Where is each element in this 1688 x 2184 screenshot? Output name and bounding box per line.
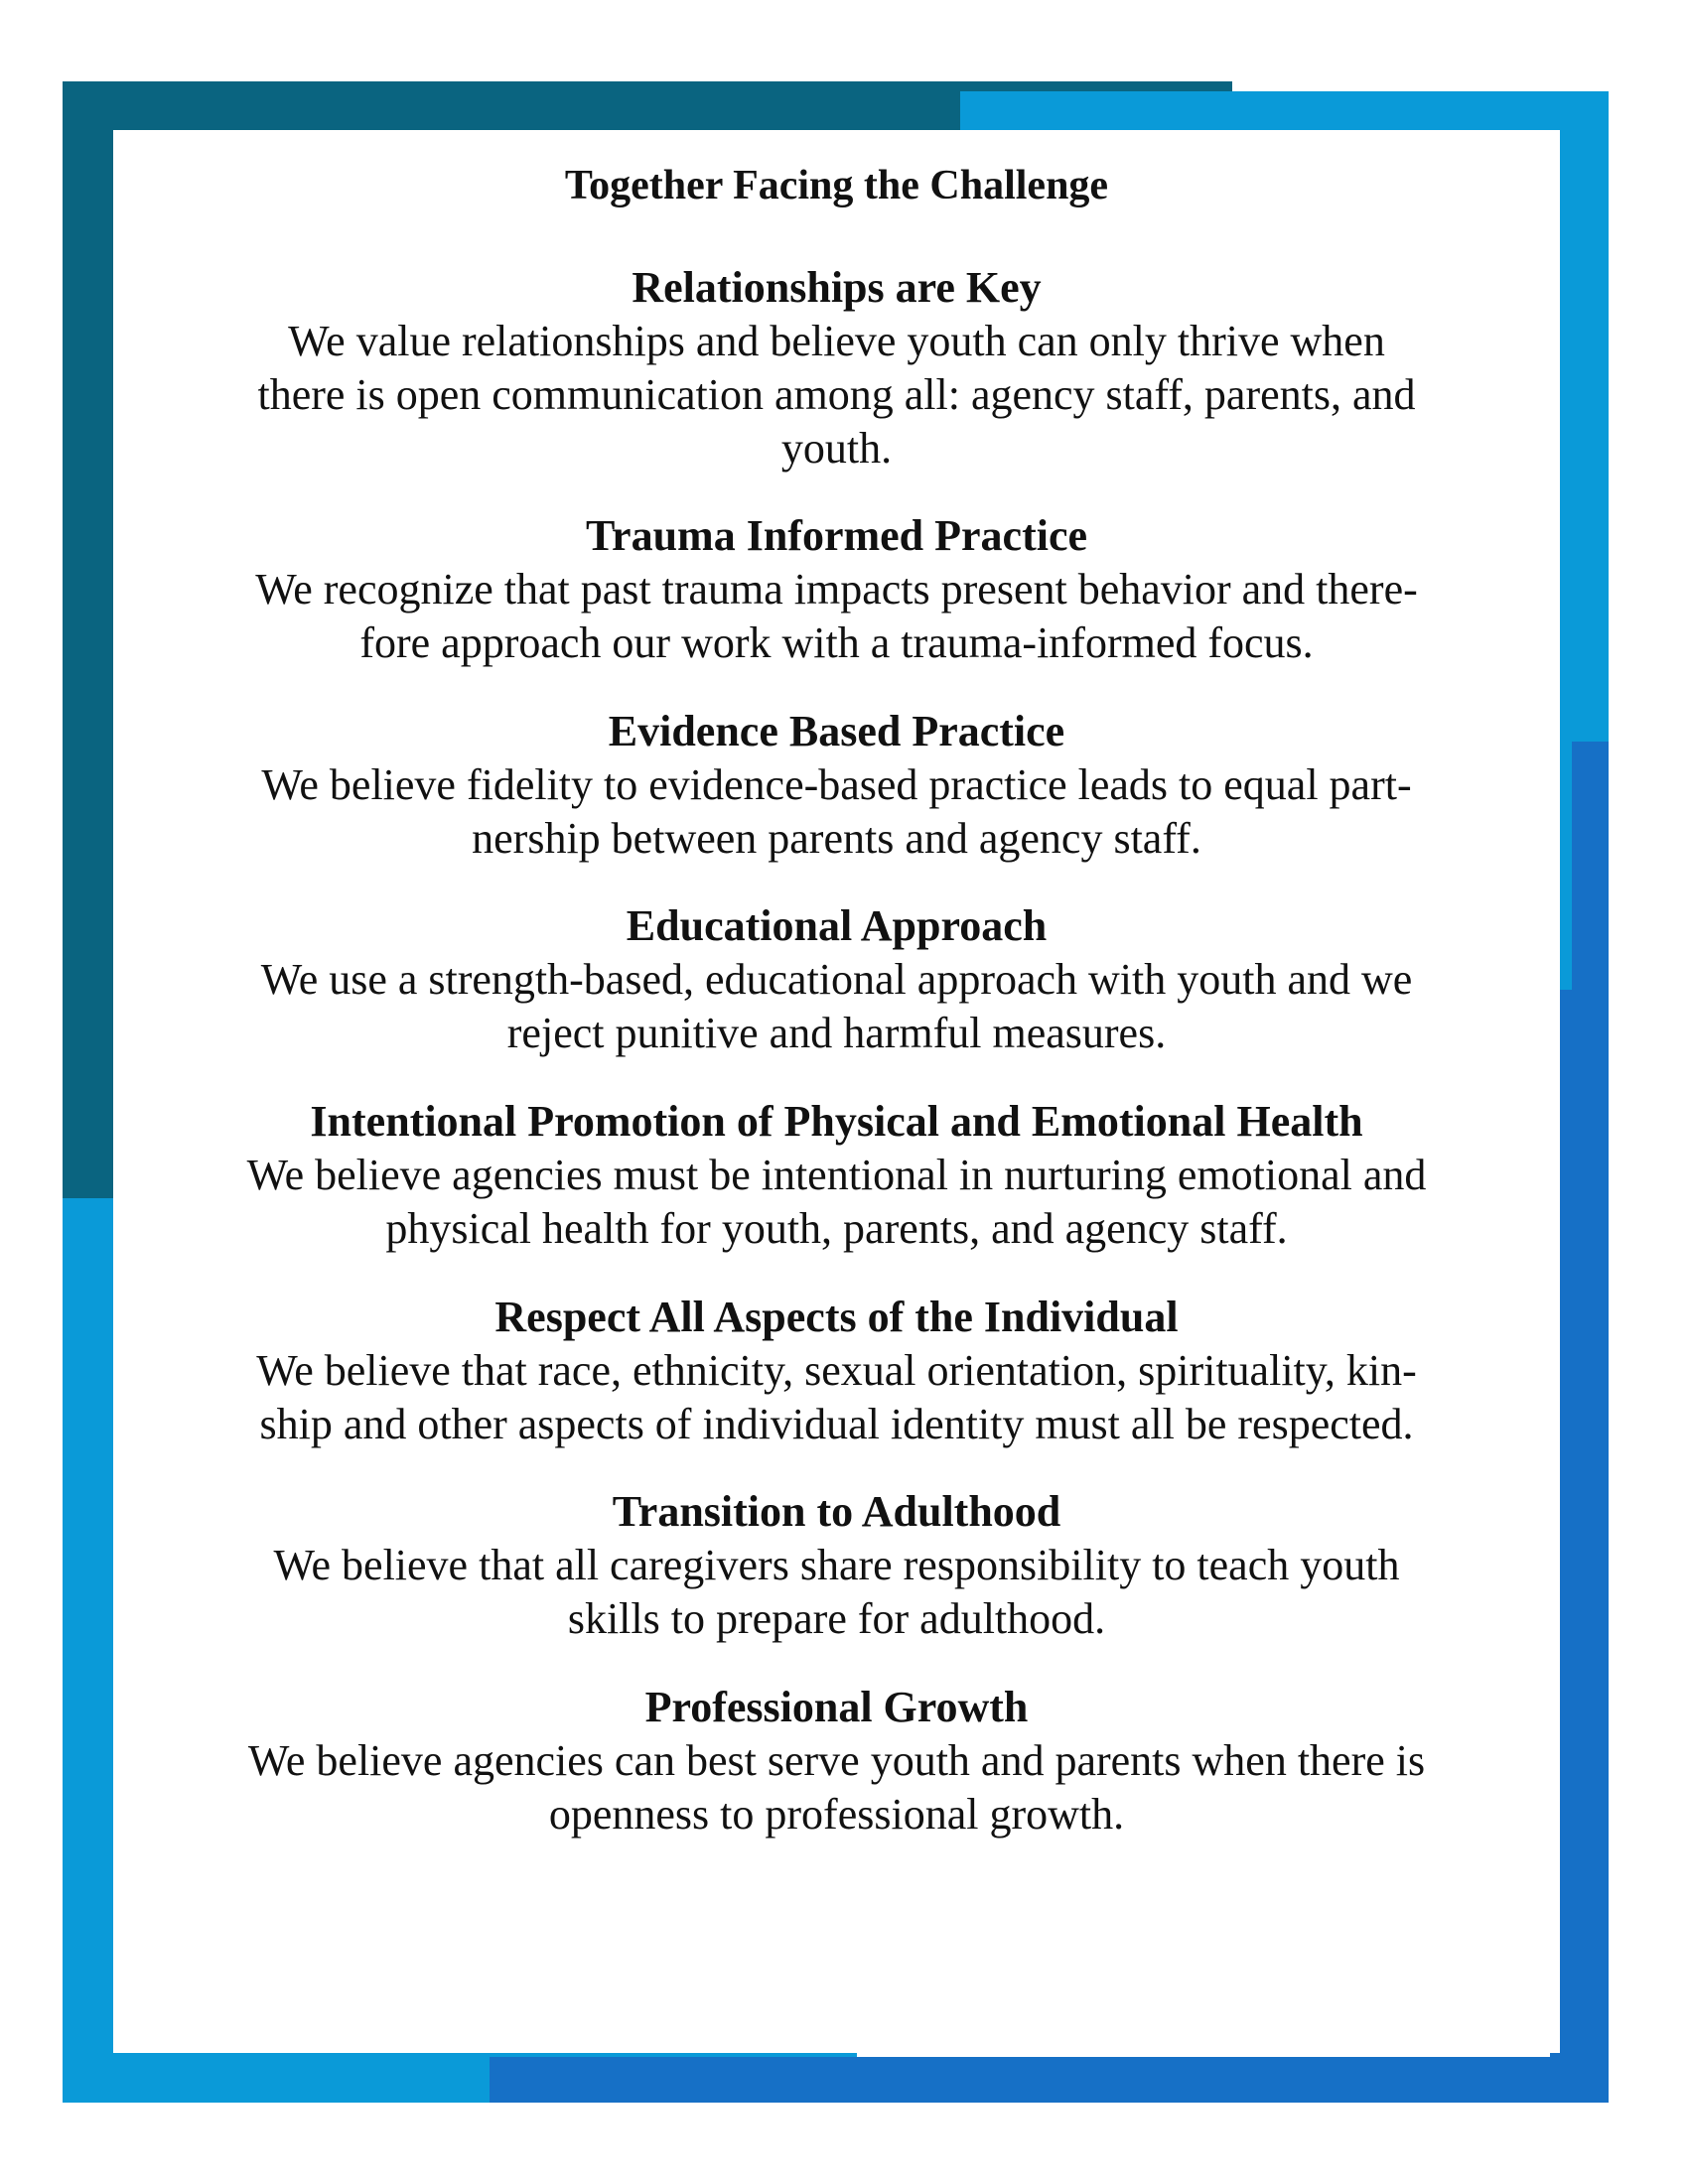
section-text-line: physical health for youth, parents, and agency staff. xyxy=(385,1204,1288,1253)
section-evidence-based xyxy=(113,705,1560,866)
section-heading: Respect All Aspects of the Individual xyxy=(494,1293,1179,1341)
section-heading: Transition to Adulthood xyxy=(612,1487,1061,1536)
section-text-line: fore approach our work with a trauma-informed focus. xyxy=(359,618,1314,667)
section-heading: Educational Approach xyxy=(626,901,1048,950)
section-text-line: there is open communication among all: agency staff, parents, and xyxy=(257,370,1416,419)
border-band-royal-bottom-right xyxy=(857,2082,1609,2103)
section-text-line: youth. xyxy=(780,424,893,473)
section-text-line: nership between parents and agency staff. xyxy=(472,814,1201,863)
section-text-line: ship and other aspects of individual identity must all be respected. xyxy=(259,1400,1414,1448)
section-heading: Relationships are Key xyxy=(632,263,1042,312)
section-heading: Trauma Informed Practice xyxy=(585,511,1088,560)
content-panel xyxy=(113,130,1560,2053)
section-text-line: We believe that all caregivers share responsibility to teach youth xyxy=(273,1541,1400,1589)
section-relationships xyxy=(113,261,1560,476)
section-heading: Professional Growth xyxy=(644,1683,1029,1731)
section-respect-individual xyxy=(113,1291,1560,1451)
section-text-line: We believe fidelity to evidence-based practice leads to equal part- xyxy=(261,760,1412,809)
section-text-line: openness to professional growth. xyxy=(548,1790,1125,1839)
section-trauma-informed xyxy=(113,509,1560,670)
section-educational-approach xyxy=(113,899,1560,1060)
section-text-line: reject punitive and harmful measures. xyxy=(506,1009,1167,1057)
section-text-line: We value relationships and believe youth can only thrive when xyxy=(288,317,1385,365)
section-heading: Intentional Promotion of Physical and Emotional Health xyxy=(310,1097,1363,1146)
section-transition-adulthood xyxy=(113,1485,1560,1646)
section-text-line: We recognize that past trauma impacts present behavior and there- xyxy=(255,565,1418,614)
document-title: Together Facing the Challenge xyxy=(564,163,1109,208)
section-text-line: We use a strength-based, educational approach with youth and we xyxy=(260,955,1413,1004)
section-physical-emotional-health xyxy=(113,1095,1560,1256)
border-band-teal-left xyxy=(63,1074,119,1198)
section-professional-growth xyxy=(113,1681,1560,1842)
section-text-line: skills to prepare for adulthood. xyxy=(567,1594,1106,1643)
section-text-line: We believe that race, ethnicity, sexual orientation, spirituality, kin- xyxy=(256,1346,1417,1395)
section-text-line: We believe agencies must be intentional in nurturing emotional and xyxy=(246,1151,1427,1199)
section-heading: Evidence Based Practice xyxy=(608,707,1065,755)
section-text-line: We believe agencies can best serve youth and parents when there is xyxy=(247,1736,1426,1785)
